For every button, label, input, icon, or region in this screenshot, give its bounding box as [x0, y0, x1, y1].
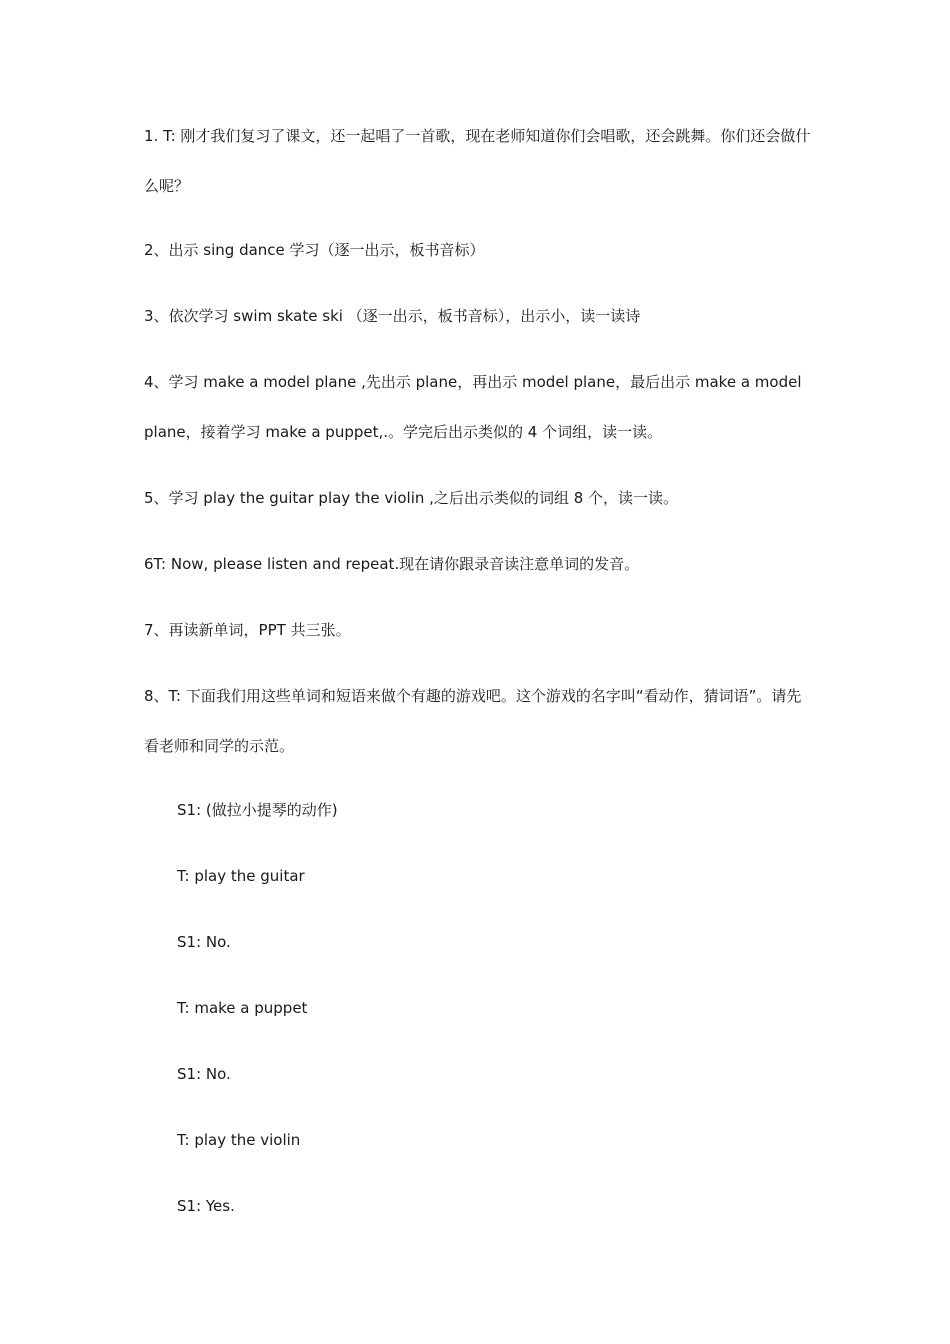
paragraph-3: 3、依次学习 swim skate ski （逐一出示，板书音标），出示小，读一读诗 — [144, 307, 641, 325]
dialogue-line-5: S1: No. — [177, 1065, 231, 1083]
paragraph-7: 7、再读新单词，PPT 共三张。 — [144, 621, 351, 639]
dialogue-line-7: S1: Yes. — [177, 1197, 235, 1215]
paragraph-1: 1. T: 刚才我们复习了课文，还一起唱了一首歌，现在老师知道你们会唱歌，还会跳舞。你们还会做什么呢？ — [144, 127, 811, 195]
paragraph-5: 5、学习 play the guitar play the violin ,之后出示类似的词组 8 个，读一读。 — [144, 489, 679, 507]
dialogue-line-1: S1: (做拉小提琴的动作) — [177, 801, 338, 819]
dialogue-line-2: T: play the guitar — [177, 867, 305, 885]
paragraph-8: 8、T: 下面我们用这些单词和短语来做个有趣的游戏吧。这个游戏的名字叫“看动作，猜词语”。请先看老师和同学的示范。 — [144, 687, 802, 755]
paragraph-2: 2、出示 sing dance 学习（逐一出示，板书音标） — [144, 241, 485, 259]
dialogue-line-4: T: make a puppet — [177, 999, 308, 1017]
paragraph-4: 4、学习 make a model plane ,先出示 plane，再出示 model plane，最后出示 make a model plane，接着学习 make a puppet,.。学完后出示类似的 4 个词组，读一读。 — [144, 373, 802, 441]
paragraph-6: 6T: Now, please listen and repeat.现在请你跟录音读注意单词的发音。 — [144, 555, 640, 573]
dialogue-line-6: T: play the violin — [177, 1131, 301, 1149]
dialogue-line-3: S1: No. — [177, 933, 231, 951]
